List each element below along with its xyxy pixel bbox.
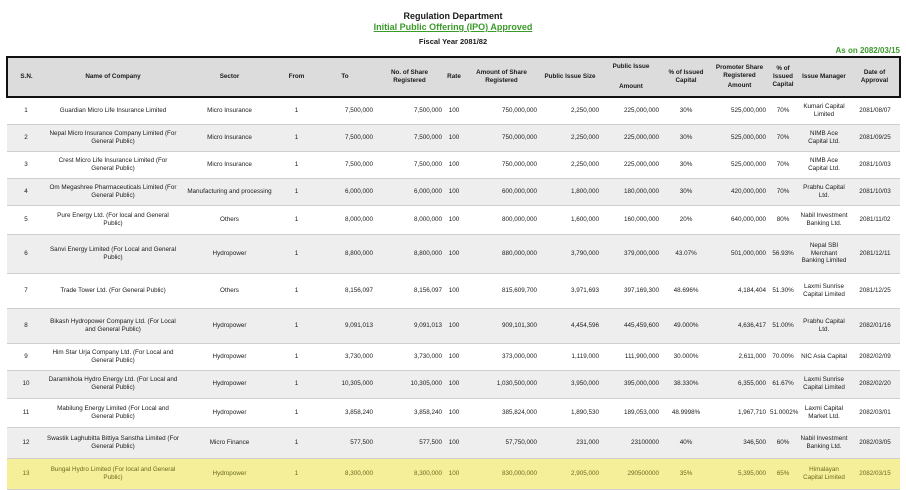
table-row [7,151,900,178]
cell-issue-size: 1,890,530 [539,398,601,427]
cell-promoter-pct: 51.0002% [768,398,798,427]
cell-public-pct: 30.000% [661,343,711,370]
cell-rate: 100 [444,205,464,234]
cell-public-amount: 445,459,600 [601,308,661,343]
cell-promoter-pct: 65% [768,458,798,489]
cell-public-amount: 160,000,000 [601,205,661,234]
cell-company-name: Bikash Hydropower Company Ltd. (For Local and General Public) [45,308,181,343]
cell-sn: 11 [7,398,45,427]
cell-from: 1 [278,205,315,234]
cell-promoter-amount: 525,000,000 [711,97,768,124]
cell-public-pct: 30% [661,178,711,205]
cell-approval-date: 2081/12/25 [850,273,900,308]
cell-to: 10,305,000 [315,370,375,398]
cell-company-name: Bungal Hydro Limited (For local and General Public) [45,458,181,489]
cell-rate: 100 [444,273,464,308]
col-public-issue [601,57,661,97]
cell-promoter-amount: 525,000,000 [711,151,768,178]
cell-company-name: Him Star Urja Company Ltd. (For Local and General Public) [45,343,181,370]
cell-promoter-amount: 640,000,000 [711,205,768,234]
cell-issue-manager: Nabil Investment Banking Ltd. [798,427,850,458]
cell-from: 1 [278,458,315,489]
cell-public-pct: 35% [661,458,711,489]
cell-promoter-pct: 70% [768,151,798,178]
cell-public-pct: 49.000% [661,308,711,343]
cell-shares-registered: 10,305,000 [375,370,444,398]
as-on-date: As on 2082/03/15 [835,46,900,55]
cell-issue-size: 231,000 [539,427,601,458]
table-row [7,398,900,427]
cell-company-name: Nepal Micro Insurance Company Limited (For General Public) [45,124,181,151]
cell-promoter-amount: 525,000,000 [711,124,768,151]
cell-shares-registered: 577,500 [375,427,444,458]
table-row [7,97,900,124]
cell-public-amount: 23100000 [601,427,661,458]
cell-approval-date: 2081/10/03 [850,178,900,205]
cell-public-pct: 48.9998% [661,398,711,427]
col-from: From [278,57,315,97]
cell-sector: Micro Insurance [181,151,278,178]
cell-from: 1 [278,398,315,427]
cell-from: 1 [278,273,315,308]
table-row [7,273,900,308]
col-to: To [315,57,375,97]
cell-amount-registered: 880,000,000 [464,234,539,273]
cell-public-amount: 111,900,000 [601,343,661,370]
cell-promoter-pct: 70% [768,178,798,205]
cell-sn: 1 [7,97,45,124]
col-approval: Date of Approval [850,57,900,97]
cell-promoter-amount: 420,000,000 [711,178,768,205]
cell-sector: Micro Insurance [181,97,278,124]
cell-to: 7,500,000 [315,151,375,178]
cell-issue-manager: Nepal SBI Merchant Banking Limited [798,234,850,273]
cell-amount-registered: 830,000,000 [464,458,539,489]
cell-to: 3,858,240 [315,398,375,427]
cell-sector: Manufacturing and processing [181,178,278,205]
cell-shares-registered: 8,300,000 [375,458,444,489]
cell-public-amount: 225,000,000 [601,97,661,124]
cell-to: 7,500,000 [315,97,375,124]
cell-rate: 100 [444,398,464,427]
cell-sn: 10 [7,370,45,398]
cell-public-pct: 43.07% [661,234,711,273]
cell-company-name: Trade Tower Ltd. (For General Public) [45,273,181,308]
cell-company-name: Om Megashree Pharmaceuticals Limited (For General Public) [45,178,181,205]
cell-shares-registered: 9,091,013 [375,308,444,343]
col-issue-size: Public Issue Size [539,57,601,97]
cell-sn: 4 [7,178,45,205]
cell-issue-manager: NIMB Ace Capital Ltd. [798,151,850,178]
cell-from: 1 [278,124,315,151]
cell-approval-date: 2082/03/15 [850,458,900,489]
ipo-table [6,56,901,490]
cell-rate: 100 [444,308,464,343]
cell-shares-registered: 8,800,000 [375,234,444,273]
col-pct-capital: % of Issued Capital [661,57,711,97]
col-public-issue-label: Public Issue [612,63,650,71]
cell-public-pct: 40% [661,427,711,458]
cell-from: 1 [278,151,315,178]
cell-from: 1 [278,97,315,124]
cell-to: 8,156,097 [315,273,375,308]
cell-to: 577,500 [315,427,375,458]
cell-promoter-amount: 2,611,000 [711,343,768,370]
cell-public-amount: 189,053,000 [601,398,661,427]
cell-rate: 100 [444,178,464,205]
cell-shares-registered: 6,000,000 [375,178,444,205]
table-row [7,205,900,234]
cell-promoter-amount: 501,000,000 [711,234,768,273]
cell-company-name: Guardian Micro Life Insurance Limited [45,97,181,124]
cell-issue-size: 2,250,000 [539,151,601,178]
cell-approval-date: 2081/09/25 [850,124,900,151]
cell-sn: 9 [7,343,45,370]
col-promoter-label: Promoter Share Registered [715,63,764,79]
cell-rate: 100 [444,234,464,273]
cell-promoter-amount: 4,184,404 [711,273,768,308]
cell-issue-manager: Prabhu Capital Ltd. [798,308,850,343]
cell-issue-size: 2,250,000 [539,97,601,124]
table-row [7,234,900,273]
cell-amount-registered: 750,000,000 [464,124,539,151]
cell-sector: Others [181,273,278,308]
cell-public-amount: 397,169,300 [601,273,661,308]
cell-issue-manager: Laxmi Sunrise Capital Limited [798,273,850,308]
cell-approval-date: 2082/02/09 [850,343,900,370]
cell-sn: 13 [7,458,45,489]
col-rate: Rate [444,57,464,97]
cell-sn: 7 [7,273,45,308]
cell-amount-registered: 1,030,500,000 [464,370,539,398]
cell-issue-manager: Kumari Capital Limited [798,97,850,124]
col-amount-registered: Amount of Share Registered [464,57,539,97]
cell-public-pct: 20% [661,205,711,234]
cell-issue-size: 2,905,000 [539,458,601,489]
cell-promoter-amount: 5,395,000 [711,458,768,489]
cell-shares-registered: 8,156,097 [375,273,444,308]
cell-rate: 100 [444,124,464,151]
cell-rate: 100 [444,427,464,458]
cell-public-amount: 379,000,000 [601,234,661,273]
cell-public-amount: 290500000 [601,458,661,489]
cell-from: 1 [278,234,315,273]
table-row [7,178,900,205]
col-name: Name of Company [45,57,181,97]
col-manager: Issue Manager [798,57,850,97]
cell-promoter-amount: 1,967,710 [711,398,768,427]
cell-issue-size: 1,600,000 [539,205,601,234]
document-title-text: Initial Public Offering (IPO) Approved [373,22,533,32]
cell-amount-registered: 815,609,700 [464,273,539,308]
cell-to: 8,800,000 [315,234,375,273]
col-promoter [711,57,768,97]
cell-amount-registered: 600,000,000 [464,178,539,205]
cell-promoter-pct: 56.93% [768,234,798,273]
col-sn: S.N. [7,57,45,97]
cell-issue-size: 1,800,000 [539,178,601,205]
table-row [7,343,900,370]
cell-rate: 100 [444,97,464,124]
cell-amount-registered: 909,101,300 [464,308,539,343]
cell-approval-date: 2082/03/05 [850,427,900,458]
cell-promoter-amount: 6,355,000 [711,370,768,398]
cell-company-name: Crest Micro Life Insurance Limited (For General Public) [45,151,181,178]
cell-sector: Micro Finance [181,427,278,458]
cell-amount-registered: 57,750,000 [464,427,539,458]
cell-approval-date: 2082/01/16 [850,308,900,343]
cell-amount-registered: 750,000,000 [464,97,539,124]
cell-sn: 8 [7,308,45,343]
cell-public-pct: 38.330% [661,370,711,398]
cell-public-amount: 225,000,000 [601,151,661,178]
cell-from: 1 [278,427,315,458]
cell-issue-manager: NIMB Ace Capital Ltd. [798,124,850,151]
department-title: Regulation Department [403,11,503,21]
cell-rate: 100 [444,151,464,178]
col-promoter-pct: % of Issued Capital [768,57,798,97]
cell-sector: Others [181,205,278,234]
cell-rate: 100 [444,458,464,489]
cell-promoter-pct: 51.00% [768,308,798,343]
cell-promoter-pct: 61.67% [768,370,798,398]
table-row [7,458,900,489]
cell-shares-registered: 7,500,000 [375,151,444,178]
cell-public-amount: 180,000,000 [601,178,661,205]
cell-sector: Hydropower [181,458,278,489]
cell-amount-registered: 385,824,000 [464,398,539,427]
cell-from: 1 [278,343,315,370]
table-body [7,97,900,489]
cell-issue-size: 3,950,000 [539,370,601,398]
cell-issue-manager: NIC Asia Capital [798,343,850,370]
cell-promoter-pct: 70.00% [768,343,798,370]
cell-from: 1 [278,308,315,343]
cell-sector: Hydropower [181,398,278,427]
cell-issue-size: 1,119,000 [539,343,601,370]
cell-amount-registered: 800,000,000 [464,205,539,234]
cell-approval-date: 2081/11/02 [850,205,900,234]
cell-promoter-pct: 70% [768,97,798,124]
col-sector: Sector [181,57,278,97]
fiscal-year: Fiscal Year 2081/82 [418,37,488,46]
cell-promoter-pct: 60% [768,427,798,458]
cell-issue-manager: Nabil Investment Banking Ltd. [798,205,850,234]
table-row [7,124,900,151]
document-title [0,22,906,32]
cell-to: 3,730,000 [315,343,375,370]
cell-sector: Hydropower [181,308,278,343]
cell-issue-size: 2,250,000 [539,124,601,151]
cell-public-pct: 30% [661,151,711,178]
cell-company-name: Swastik Laghubitta Bittiya Sanstha Limited (For General Public) [45,427,181,458]
cell-shares-registered: 7,500,000 [375,97,444,124]
cell-sector: Hydropower [181,234,278,273]
cell-sn: 12 [7,427,45,458]
col-public-amount: Amount [619,83,643,90]
cell-sn: 5 [7,205,45,234]
cell-from: 1 [278,178,315,205]
cell-to: 9,091,013 [315,308,375,343]
cell-public-amount: 395,000,000 [601,370,661,398]
table-row [7,370,900,398]
cell-shares-registered: 7,500,000 [375,124,444,151]
cell-promoter-pct: 51.30% [768,273,798,308]
cell-shares-registered: 3,730,000 [375,343,444,370]
cell-sn: 6 [7,234,45,273]
cell-promoter-pct: 70% [768,124,798,151]
cell-issue-manager: Laxmi Capital Market Ltd. [798,398,850,427]
cell-approval-date: 2082/03/01 [850,398,900,427]
cell-promoter-amount: 346,500 [711,427,768,458]
table-row [7,308,900,343]
cell-sector: Micro Insurance [181,124,278,151]
cell-promoter-amount: 4,636,417 [711,308,768,343]
col-promoter-amount: Amount [727,82,752,90]
cell-approval-date: 2081/10/03 [850,151,900,178]
cell-sector: Hydropower [181,343,278,370]
cell-shares-registered: 8,000,000 [375,205,444,234]
cell-amount-registered: 750,000,000 [464,151,539,178]
cell-rate: 100 [444,370,464,398]
cell-issue-manager: Laxmi Sunrise Capital Limited [798,370,850,398]
cell-promoter-pct: 80% [768,205,798,234]
cell-issue-size: 4,454,596 [539,308,601,343]
cell-company-name: Mabilung Energy Limited (For Local and General Public) [45,398,181,427]
cell-public-pct: 48.696% [661,273,711,308]
table-row [7,427,900,458]
cell-approval-date: 2081/08/07 [850,97,900,124]
cell-to: 8,000,000 [315,205,375,234]
cell-company-name: Sanvi Energy Limited (For Local and General Public) [45,234,181,273]
cell-shares-registered: 3,858,240 [375,398,444,427]
cell-to: 6,000,000 [315,178,375,205]
col-share-registered: No. of Share Registered [375,57,444,97]
cell-issue-manager: Himalayan Capital Limited [798,458,850,489]
cell-issue-size: 3,971,693 [539,273,601,308]
cell-to: 8,300,000 [315,458,375,489]
cell-from: 1 [278,370,315,398]
cell-approval-date: 2082/02/20 [850,370,900,398]
cell-sn: 2 [7,124,45,151]
cell-public-amount: 225,000,000 [601,124,661,151]
cell-public-pct: 30% [661,97,711,124]
cell-amount-registered: 373,000,000 [464,343,539,370]
cell-to: 7,500,000 [315,124,375,151]
cell-company-name: Daramkhola Hydro Energy Ltd. (For Local and General Public) [45,370,181,398]
cell-issue-size: 3,790,000 [539,234,601,273]
cell-rate: 100 [444,343,464,370]
cell-sn: 3 [7,151,45,178]
cell-approval-date: 2081/12/11 [850,234,900,273]
cell-issue-manager: Prabhu Capital Ltd. [798,178,850,205]
cell-public-pct: 30% [661,124,711,151]
cell-sector: Hydropower [181,370,278,398]
cell-company-name: Pure Energy Ltd. (For local and General Public) [45,205,181,234]
